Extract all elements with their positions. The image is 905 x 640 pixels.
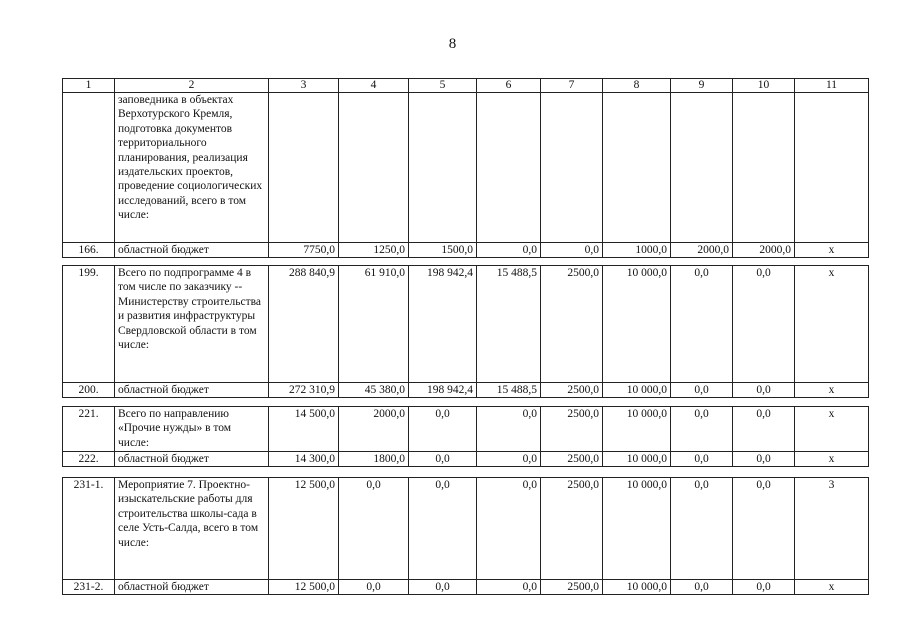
column-header: 10 xyxy=(733,79,795,93)
table-cell: 0,0 xyxy=(541,243,603,258)
table-cell: 0,0 xyxy=(671,266,733,383)
row-description: Мероприятие 7. Проектно-изыскательские работы для строительства школы-сада в селе Усть-Салда, всего в том числе: xyxy=(115,478,269,580)
row-number: 166. xyxy=(63,243,115,258)
column-header: 11 xyxy=(795,79,869,93)
table-cell: 0,0 xyxy=(671,452,733,467)
table-cell: 0,0 xyxy=(671,478,733,580)
table-cell: 0,0 xyxy=(733,266,795,383)
budget-table-segment-2 xyxy=(62,265,869,398)
table-cell: 0,0 xyxy=(477,580,541,595)
table-cell: 198 942,4 xyxy=(409,383,477,398)
table-cell: 0,0 xyxy=(409,407,477,452)
table-cell: 288 840,9 xyxy=(269,266,339,383)
table-cell: 61 910,0 xyxy=(339,266,409,383)
table-cell: 0,0 xyxy=(477,407,541,452)
table-row xyxy=(63,383,869,398)
table-cell: x xyxy=(795,407,869,452)
table-cell: 10 000,0 xyxy=(603,580,671,595)
table-cell: 2500,0 xyxy=(541,452,603,467)
table-cell: x xyxy=(795,452,869,467)
row-number: 231-1. xyxy=(63,478,115,580)
table-cell: 2500,0 xyxy=(541,580,603,595)
row-number: 222. xyxy=(63,452,115,467)
table-cell: 0,0 xyxy=(339,478,409,580)
row-description: областной бюджет xyxy=(115,243,269,258)
column-header: 9 xyxy=(671,79,733,93)
table-cell: 2500,0 xyxy=(541,407,603,452)
table-cell: 15 488,5 xyxy=(477,383,541,398)
table-cell: 1500,0 xyxy=(409,243,477,258)
table-cell: 14 300,0 xyxy=(269,452,339,467)
table-row xyxy=(63,580,869,595)
table-cell: 2500,0 xyxy=(541,478,603,580)
table-cell xyxy=(269,93,339,243)
table-cell: 14 500,0 xyxy=(269,407,339,452)
table-cell: 3 xyxy=(795,478,869,580)
table-row xyxy=(63,93,869,243)
table-cell: 0,0 xyxy=(671,383,733,398)
table-cell xyxy=(541,93,603,243)
table-cell: 198 942,4 xyxy=(409,266,477,383)
table-cell: 0,0 xyxy=(339,580,409,595)
table-row xyxy=(63,452,869,467)
column-header: 6 xyxy=(477,79,541,93)
budget-table-segment-4 xyxy=(62,477,869,595)
column-header: 7 xyxy=(541,79,603,93)
budget-table-segment-3 xyxy=(62,406,869,467)
table-cell: 272 310,9 xyxy=(269,383,339,398)
table-cell: 2500,0 xyxy=(541,266,603,383)
table-cell: x xyxy=(795,580,869,595)
row-description: Всего по подпрограмме 4 в том числе по заказчику -- Министерству строительства и развития инфраструктуры Свердловской области в том числе: xyxy=(115,266,269,383)
table-cell xyxy=(339,93,409,243)
table-cell: 0,0 xyxy=(733,580,795,595)
table-cell: 0,0 xyxy=(733,452,795,467)
table-cell: 0,0 xyxy=(409,478,477,580)
table-cell: 7750,0 xyxy=(269,243,339,258)
table-cell: 0,0 xyxy=(733,407,795,452)
table-row xyxy=(63,478,869,580)
table-cell: 0,0 xyxy=(733,478,795,580)
table-cell xyxy=(477,93,541,243)
table-cell: 12 500,0 xyxy=(269,580,339,595)
table-row xyxy=(63,407,869,452)
table-cell: 1800,0 xyxy=(339,452,409,467)
column-header: 1 xyxy=(63,79,115,93)
table-cell: 12 500,0 xyxy=(269,478,339,580)
row-number xyxy=(63,93,115,243)
table-cell: 1000,0 xyxy=(603,243,671,258)
table-cell: 45 380,0 xyxy=(339,383,409,398)
table-cell: x xyxy=(795,243,869,258)
column-header: 2 xyxy=(115,79,269,93)
table-row xyxy=(63,266,869,383)
table-cell xyxy=(733,93,795,243)
table-cell: 15 488,5 xyxy=(477,266,541,383)
table-cell: 2500,0 xyxy=(541,383,603,398)
table-cell: 1250,0 xyxy=(339,243,409,258)
row-description: областной бюджет xyxy=(115,580,269,595)
table-cell: 0,0 xyxy=(477,478,541,580)
column-header: 8 xyxy=(603,79,671,93)
row-description: областной бюджет xyxy=(115,452,269,467)
table-cell xyxy=(409,93,477,243)
table-cell: 10 000,0 xyxy=(603,478,671,580)
row-description: заповедника в объектах Верхотурского Кремля, подготовка документов территориального планирования, реализация издательских проектов, проведение социологических исследований, всего в том числе: xyxy=(115,93,269,243)
table-cell: 0,0 xyxy=(671,580,733,595)
table-cell: 0,0 xyxy=(477,243,541,258)
page-number: 8 xyxy=(448,36,457,52)
table-cell: 0,0 xyxy=(409,452,477,467)
table-cell: 2000,0 xyxy=(339,407,409,452)
table-cell: 10 000,0 xyxy=(603,452,671,467)
row-number: 199. xyxy=(63,266,115,383)
table-cell xyxy=(795,93,869,243)
budget-table-segment-1 xyxy=(62,78,869,258)
row-number: 200. xyxy=(63,383,115,398)
column-header: 4 xyxy=(339,79,409,93)
table-cell: 10 000,0 xyxy=(603,407,671,452)
table-cell: 0,0 xyxy=(671,407,733,452)
row-description: областной бюджет xyxy=(115,383,269,398)
table-cell: x xyxy=(795,266,869,383)
column-header: 5 xyxy=(409,79,477,93)
table-cell: 0,0 xyxy=(409,580,477,595)
table-cell: 2000,0 xyxy=(671,243,733,258)
row-description: Всего по направлению «Прочие нужды» в том числе: xyxy=(115,407,269,452)
table-cell xyxy=(603,93,671,243)
table-cell: 2000,0 xyxy=(733,243,795,258)
table-cell: 0,0 xyxy=(733,383,795,398)
table-cell: 10 000,0 xyxy=(603,266,671,383)
row-number: 231-2. xyxy=(63,580,115,595)
table-row xyxy=(63,243,869,258)
row-number: 221. xyxy=(63,407,115,452)
column-header: 3 xyxy=(269,79,339,93)
table-cell xyxy=(671,93,733,243)
table-cell: x xyxy=(795,383,869,398)
table-cell: 10 000,0 xyxy=(603,383,671,398)
column-header-row xyxy=(63,79,869,93)
table-cell: 0,0 xyxy=(477,452,541,467)
